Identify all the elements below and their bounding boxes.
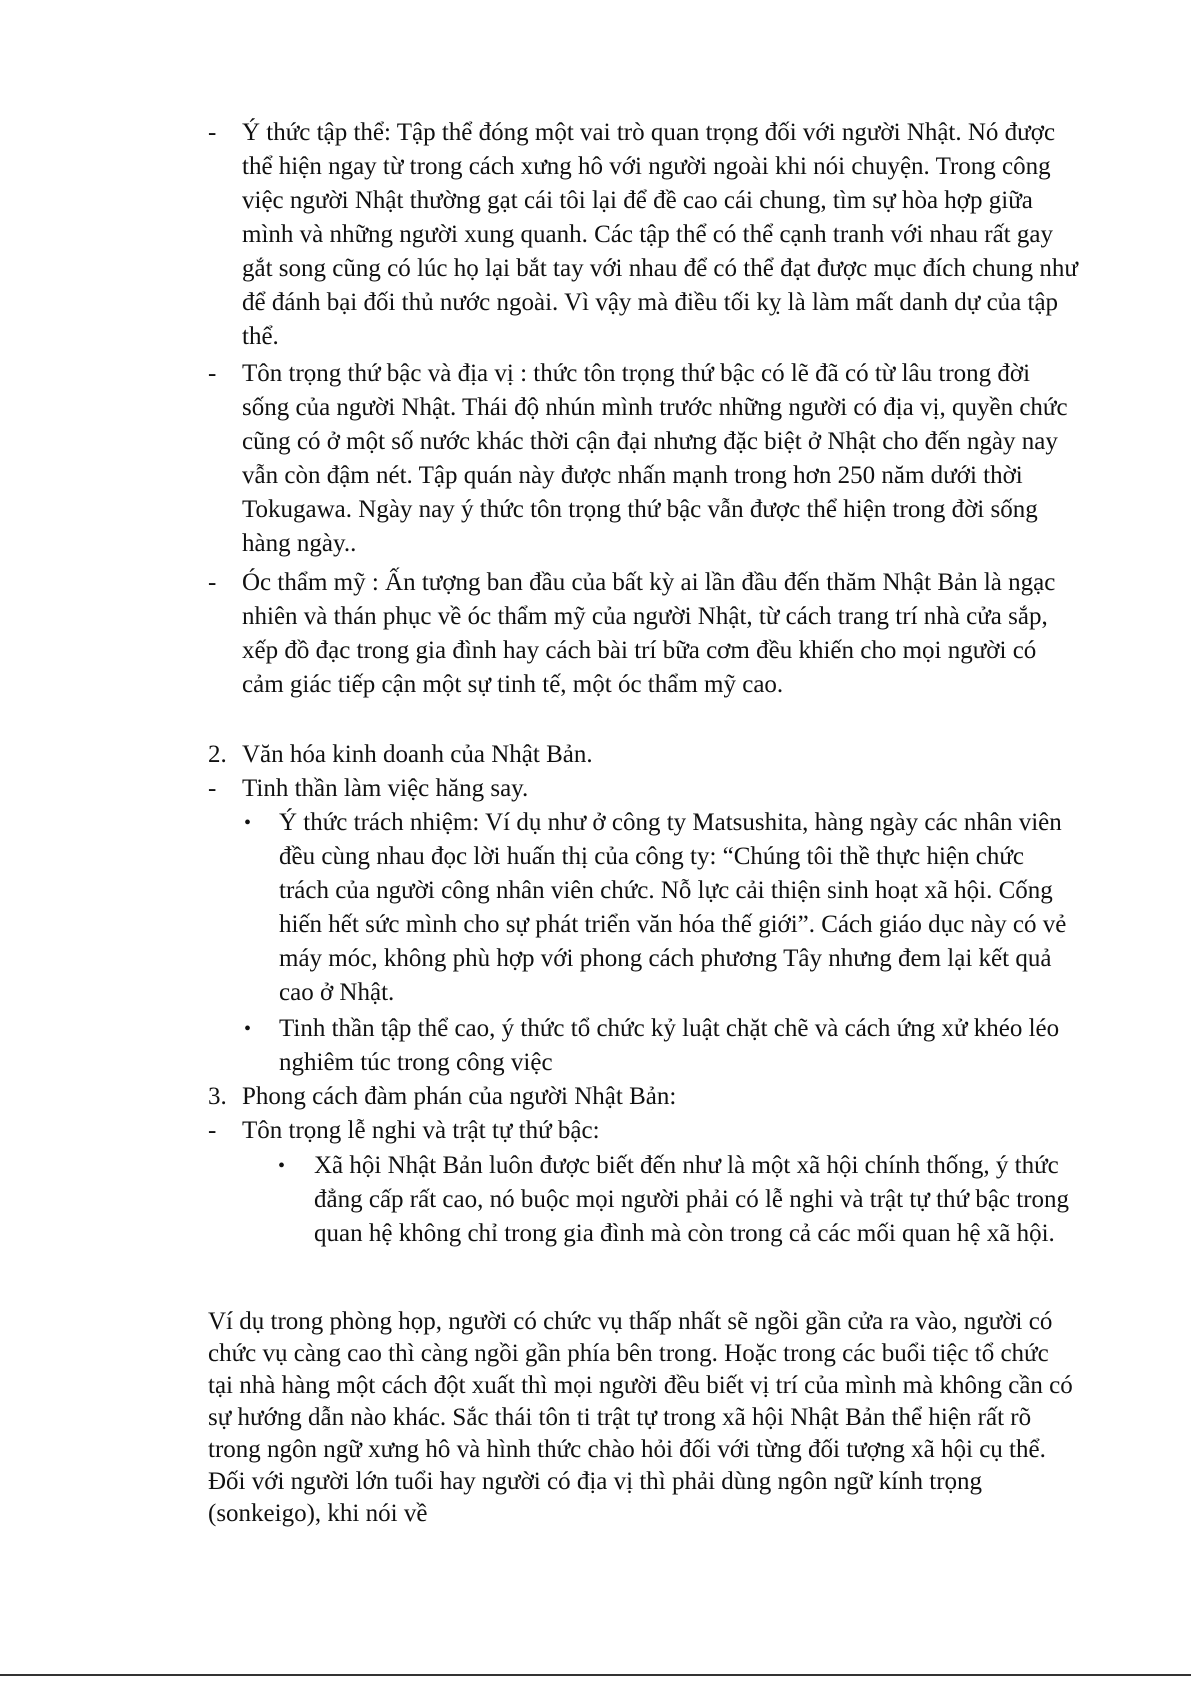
bullet-marker: • [244,1018,252,1040]
bullet-marker: • [244,812,252,834]
dash-marker: - [208,775,217,802]
list-item-work-spirit: Tinh thần làm việc hăng say. [242,775,529,802]
bullet-item-team-spirit: Tinh thần tập thể cao, ý thức tổ chức kỷ luật chặt chẽ và cách ứng xử khéo léo nghiêm túc trong công việc [279,1015,1060,1076]
dash-marker: - [208,360,217,387]
bullet-item-responsibility: Ý thức trách nhiệm: Ví dụ như ở công ty Matsushita, hàng ngày các nhân viên đều cùng nhau đọc lời huấn thị của công ty: “Chúng tôi thề thực hiện chức trách của người công nhân viên chức. Nỗ lực cải thiện sinh hoạt xã hội. Cống hiến hết sức mình cho sự phát triển văn hóa thế giới”. Cách giáo dục này có vẻ máy móc, không phù hợp với phong cách phương Tây nhưng đem lại kết quả cao ở Nhật. [279,809,1067,1006]
list-item-etiquette: Tôn trọng lễ nghi và trật tự thứ bậc: [242,1117,600,1144]
section-number: 2. [208,741,227,768]
section-number: 3. [208,1083,227,1110]
list-item-aesthetic-sense: Óc thẩm mỹ : Ấn tượng ban đầu của bất kỳ ai lần đầu đến thăm Nhật Bản là ngạc nhiên và thán phục về óc thẩm mỹ của người Nhật, từ cách trang trí nhà cửa sắp, xếp đồ đạc trong gia đình hay cách bài trí bữa cơm đều khiến cho mọi người có cảm giác tiếp cận một sự tinh tế, một óc thẩm mỹ cao. [242,569,1056,698]
section-heading-negotiation-style: Phong cách đàm phán của người Nhật Bản: [242,1083,677,1110]
section-heading-business-culture: Văn hóa kinh doanh của Nhật Bản. [242,741,593,768]
bullet-marker: • [278,1155,286,1177]
page-bottom-rule [0,1674,1191,1676]
dash-marker: - [208,119,217,146]
dash-marker: - [208,1117,217,1144]
bullet-item-japanese-society: Xã hội Nhật Bản luôn được biết đến như là một xã hội chính thống, ý thức đẳng cấp rất cao, nó buộc mọi người phải có lễ nghi và trật tự thứ bậc trong quan hệ không chỉ trong gia đình mà còn trong cả các mối quan hệ xã hội. [314,1152,1070,1247]
dash-marker: - [208,569,217,596]
list-item-collective-awareness: Ý thức tập thể: Tập thể đóng một vai trò quan trọng đối với người Nhật. Nó được thể hiện ngay từ trong cách xưng hô với người ngoài khi nói chuyện. Trong công việc người Nhật thường gạt cái tôi lại để đề cao cái chung, tìm sự hòa hợp giữa mình và những người xung quanh. Các tập thể có thể cạnh tranh với nhau rất gay gắt song cũng có lúc họ lại bắt tay với nhau để có thể đạt được mục đích chung như để đánh bại đối thủ nước ngoài. Vì vậy mà điều tối kỵ là làm mất danh dự của tập thể. [242,119,1078,350]
list-item-respect-hierarchy: Tôn trọng thứ bậc và địa vị : thức tôn trọng thứ bậc có lẽ đã có từ lâu trong đời sống của người Nhật. Thái độ nhún mình trước những người có địa vị, quyền chức cũng có ở một số nước khác thời cận đại nhưng đặc biệt ở Nhật cho đến ngày nay vẫn còn đậm nét. Tập quán này được nhấn mạnh trong hơn 250 năm dưới thời Tokugawa. Ngày nay ý thức tôn trọng thứ bậc vẫn được thể hiện trong đời sống hàng ngày.. [242,360,1068,557]
body-paragraph: Ví dụ trong phòng họp, người có chức vụ thấp nhất sẽ ngồi gần cửa ra vào, người có chức vụ càng cao thì càng ngồi gần phía bên trong. Hoặc trong các buổi tiệc tổ chức tại nhà hàng một cách đột xuất thì mọi người đều biết vị trí của mình mà không cần có sự hướng dẫn nào khác. Sắc thái tôn ti trật tự trong xã hội Nhật Bản thể hiện rất rõ trong ngôn ngữ xưng hô và hình thức chào hỏi đối với từng đối tượng xã hội cụ thể. Đối với người lớn tuổi hay người có địa vị thì phải dùng ngôn ngữ kính trọng (sonkeigo), khi nói về [208,1308,1073,1527]
